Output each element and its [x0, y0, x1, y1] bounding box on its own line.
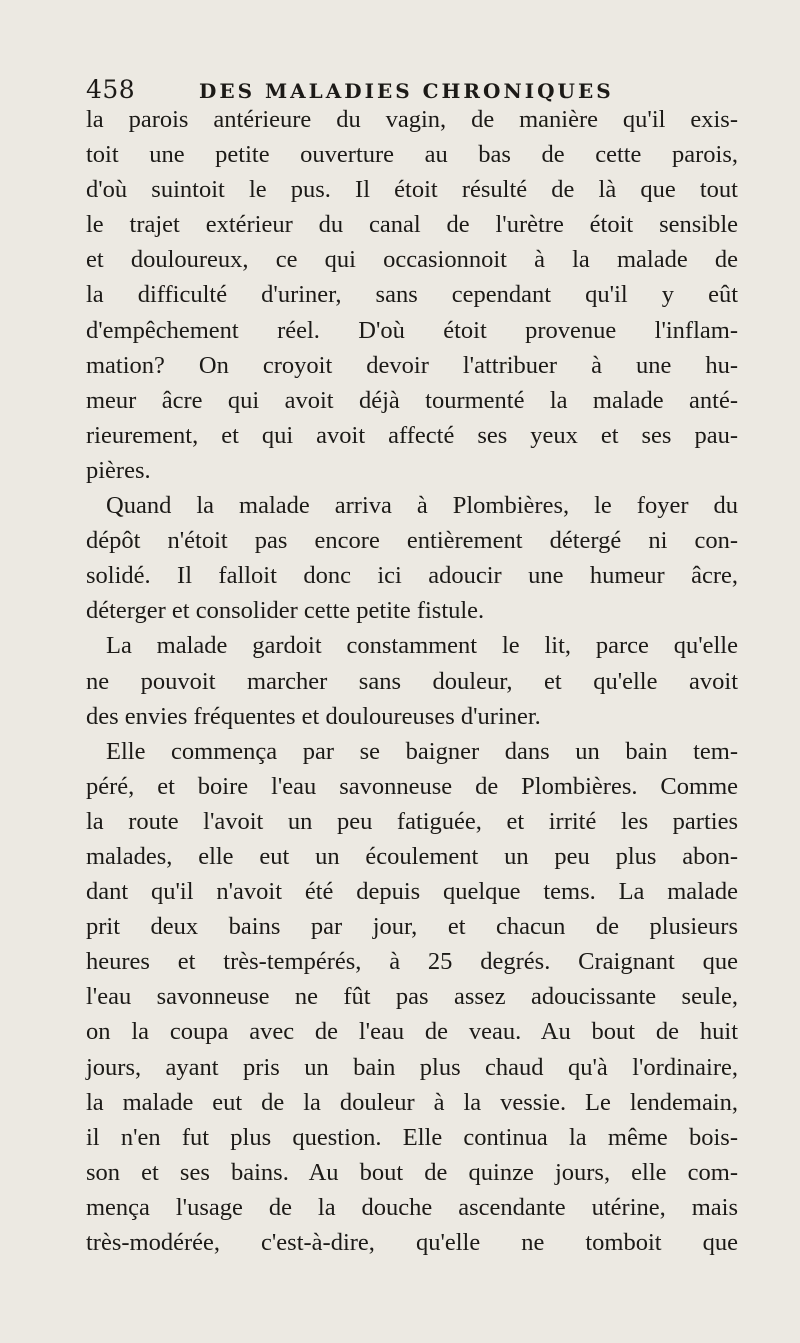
page-number: 458: [86, 75, 136, 104]
text-line: dant qu'il n'avoit été depuis quelque tems. La malade: [86, 878, 738, 906]
text-line: la route l'avoit un peu fatiguée, et irrité les parties: [86, 807, 738, 835]
text-line: Elle commença par se baigner dans un bain tem-: [106, 737, 738, 765]
text-line: jours, ayant pris un bain plus chaud qu'à l'ordinaire,: [86, 1053, 738, 1081]
text-line: rieurement, et qui avoit affecté ses yeux et ses pau-: [86, 421, 738, 449]
text-line: il n'en fut plus question. Elle continua la même bois-: [86, 1123, 738, 1151]
text-line: heures et très-tempérés, à 25 degrés. Craignant que: [86, 948, 738, 976]
text-line: pières.: [86, 456, 151, 484]
text-line: l'eau savonneuse ne fût pas assez adoucissante seule,: [86, 983, 738, 1011]
running-title: DES MALADIES CHRONIQUES: [199, 79, 614, 103]
text-line: Quand la malade arriva à Plombières, le foyer du: [106, 492, 738, 520]
text-line: déterger et consolider cette petite fistule.: [86, 597, 485, 625]
text-line: la malade eut de la douleur à la vessie. Le lendemain,: [86, 1088, 738, 1116]
body-text: [86, 102, 738, 1260]
text-line: dépôt n'étoit pas encore entièrement détergé ni con-: [86, 527, 738, 555]
text-line: mença l'usage de la douche ascendante utérine, mais: [86, 1193, 738, 1221]
text-line: d'empêchement réel. D'où étoit provenue l'inflam-: [86, 316, 738, 344]
text-line: prit deux bains par jour, et chacun de plusieurs: [86, 913, 738, 941]
text-line: très-modérée, c'est-à-dire, qu'elle ne tomboit que: [86, 1229, 738, 1256]
page-header: [86, 75, 736, 104]
text-line: meur âcre qui avoit déjà tourmenté la malade anté-: [86, 386, 738, 414]
text-line: son et ses bains. Au bout de quinze jours, elle com-: [86, 1158, 738, 1186]
text-line: et douloureux, ce qui occasionnoit à la malade de: [86, 246, 738, 274]
text-line: d'où suintoit le pus. Il étoit résulté de là que tout: [86, 176, 738, 204]
text-line: des envies fréquentes et douloureuses d'uriner.: [86, 702, 541, 730]
text-line: péré, et boire l'eau savonneuse de Plombières. Comme: [86, 772, 738, 800]
text-line: toit une petite ouverture au bas de cette parois,: [86, 141, 738, 169]
text-line: mation? On croyoit devoir l'attribuer à une hu-: [86, 351, 738, 379]
text-line: la difficulté d'uriner, sans cependant qu'il y eût: [86, 281, 738, 309]
text-line: solidé. Il falloit donc ici adoucir une humeur âcre,: [86, 562, 738, 590]
text-line: La malade gardoit constamment le lit, parce qu'elle: [106, 632, 738, 660]
text-line: on la coupa avec de l'eau de veau. Au bout de huit: [86, 1018, 738, 1046]
text-line: malades, elle eut un écoulement un peu plus abon-: [86, 842, 738, 870]
text-line: ne pouvoit marcher sans douleur, et qu'elle avoit: [86, 667, 738, 695]
text-line: le trajet extérieur du canal de l'urètre étoit sensible: [86, 211, 738, 239]
text-line: la parois antérieure du vagin, de manière qu'il exis-: [86, 106, 738, 133]
